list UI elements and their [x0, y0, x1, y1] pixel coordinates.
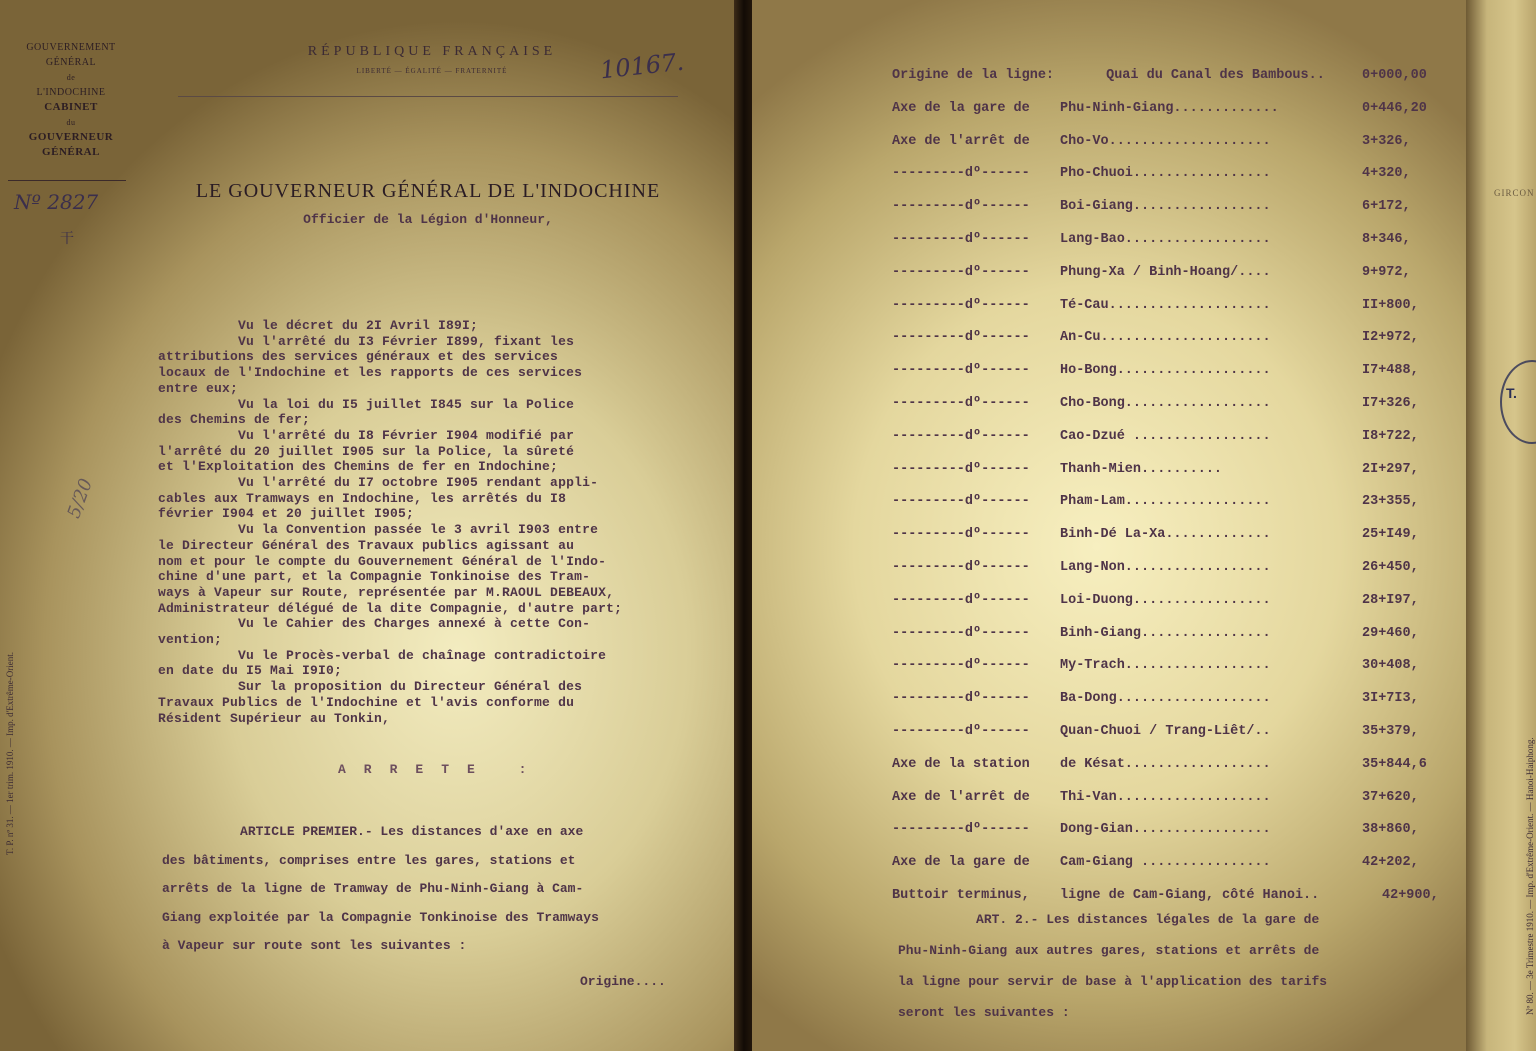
- station-name: Phung-Xa / Binh-Hoang/....: [1060, 264, 1271, 280]
- station-name: Cao-Dzué .................: [1060, 428, 1271, 444]
- station-name: An-Cu.....................: [1060, 330, 1271, 346]
- preamble-line: Vu la Convention passée le 3 avril I903 entre: [158, 522, 599, 538]
- station-name: Quai du Canal des Bambous..: [1098, 68, 1325, 83]
- distance-value: 35+844,6: [1362, 756, 1427, 772]
- row-label: ---------dº------: [892, 527, 1030, 543]
- letterhead-rule: [8, 180, 126, 181]
- distance-value: 42+900,: [1382, 887, 1439, 903]
- row-label: Axe de l'arrêt de: [892, 789, 1030, 805]
- article-line: Giang exploitée par la Compagnie Tonkinoise des Tramways: [162, 909, 599, 925]
- distance-value: 42+202,: [1362, 855, 1419, 871]
- row-label: ---------dº------: [892, 231, 1030, 247]
- distance-value: 37+620,: [1362, 789, 1419, 805]
- article-2-line: seront les suivantes :: [898, 1005, 1070, 1020]
- row-label: ---------dº------: [892, 428, 1030, 444]
- preamble-line: en date du I5 Mai I9I0;: [158, 663, 343, 679]
- left-page: [0, 0, 738, 1051]
- preamble-line: cables aux Tramways en Indochine, les arrêtés du I8: [158, 490, 567, 506]
- preamble: [158, 318, 622, 726]
- preamble-line: locaux de l'Indochine et les rapports de ces services: [158, 365, 583, 381]
- preamble-line: attributions des services généraux et des services: [158, 349, 559, 365]
- row-label: ---------dº------: [892, 559, 1030, 575]
- distance-value: I8+722,: [1362, 428, 1419, 444]
- letterhead: [0, 40, 142, 160]
- preamble-line: Sur la proposition du Directeur Général des: [158, 679, 583, 695]
- station-name: Cho-Vo....................: [1060, 133, 1271, 149]
- row-label: ---------dº------: [892, 658, 1030, 674]
- station-name: Binh-Giang................: [1060, 625, 1271, 641]
- document-title: LE GOUVERNEUR GÉNÉRAL DE L'INDOCHINE: [195, 180, 661, 202]
- article-line: à Vapeur sur route sont les suivantes :: [162, 938, 467, 953]
- preamble-line: et l'Exploitation des Chemins de fer en Indochine;: [158, 459, 559, 475]
- document-subtitle: Officier de la Légion d'Honneur,: [303, 212, 553, 227]
- row-label: Buttoir terminus,: [892, 887, 1030, 903]
- preamble-line: février I904 et 20 juillet I905;: [158, 506, 415, 522]
- preamble-line: ways à Vapeur sur Route, représentée par M.RAOUL DEBEAUX,: [158, 584, 615, 600]
- station-name: Lang-Bao..................: [1060, 231, 1271, 247]
- row-label: ---------dº------: [892, 625, 1030, 641]
- station-name: My-Trach..................: [1060, 658, 1271, 674]
- distance-value: II+800,: [1362, 297, 1419, 313]
- distance-value: I7+488,: [1362, 363, 1419, 379]
- station-name: Ho-Bong...................: [1060, 363, 1271, 379]
- station-name: ligne de Cam-Giang, côté Hanoi..: [1060, 887, 1320, 903]
- letterhead-line: de: [66, 73, 76, 82]
- printer-footer: T. P. nº 31. — 1er trim. 1910. — Imp. d'Extrême-Orient.: [5, 652, 15, 855]
- distance-value: 8+346,: [1362, 231, 1411, 247]
- distance-value: 4+320,: [1362, 166, 1411, 182]
- margin-note: 5/20: [63, 475, 97, 522]
- next-sheet-text: GIRCON: [1494, 188, 1535, 198]
- article-2-line: Phu-Ninh-Giang aux autres gares, stations et arrêts de: [898, 943, 1320, 958]
- article-premier: [162, 818, 599, 961]
- article-line: ARTICLE PREMIER.- Les distances d'axe en axe: [162, 824, 584, 839]
- row-label: ---------dº------: [892, 363, 1030, 379]
- document-number: 10167.: [598, 47, 686, 85]
- letterhead-line: du: [66, 118, 76, 127]
- station-name: Loi-Duong.................: [1060, 592, 1271, 608]
- folio-number: Nº 2827: [14, 190, 99, 214]
- distance-value: 38+860,: [1362, 822, 1419, 838]
- station-name: Phu-Ninh-Giang.............: [1060, 100, 1279, 116]
- preamble-line: Travaux Publics de l'Indochine et l'avis conforme du: [158, 694, 575, 710]
- distance-value: 3I+7I3,: [1362, 691, 1419, 707]
- preamble-line: Vu le Procès-verbal de chaînage contradictoire: [158, 647, 607, 663]
- row-label: ---------dº------: [892, 297, 1030, 313]
- row-label: ---------dº------: [892, 395, 1030, 411]
- distance-value: 23+355,: [1362, 494, 1419, 510]
- row-label: ---------dº------: [892, 822, 1030, 838]
- preamble-line: Vu le Cahier des Charges annexé à cette Con-: [158, 616, 591, 632]
- row-label: ---------dº------: [892, 199, 1030, 215]
- row-label: ---------dº------: [892, 691, 1030, 707]
- devise: LIBERTÉ — ÉGALITÉ — FRATERNITÉ: [356, 67, 508, 75]
- article-line: arrêts de la ligne de Tramway de Phu-Ninh-Giang à Cam-: [162, 881, 584, 896]
- station-name: Cho-Bong..................: [1060, 395, 1271, 411]
- row-label: Axe de la gare de: [892, 100, 1030, 116]
- letterhead-line: GOUVERNEUR GÉNÉRAL: [28, 131, 114, 158]
- header-rule: [178, 96, 678, 97]
- preamble-line: vention;: [158, 632, 223, 648]
- preamble-line: le Directeur Général des Travaux publics agissant au: [158, 537, 575, 553]
- folio-mark: 干: [60, 231, 74, 247]
- printer-footer-right: Nº 80. — 3e Trimestre 1910. — Imp. d'Extrême-Orient. — Hanoi-Haiphong.: [1525, 737, 1535, 1015]
- station-name: Pho-Chuoi.................: [1060, 166, 1271, 182]
- preamble-line: l'arrêté du 20 juillet I905 sur la Police, la sûreté: [158, 443, 575, 459]
- preamble-line: entre eux;: [158, 380, 239, 396]
- letterhead-line: CABINET: [44, 101, 98, 113]
- distance-value: 30+408,: [1362, 658, 1419, 674]
- row-label: ---------dº------: [892, 264, 1030, 280]
- letterhead-line: L'INDOCHINE: [36, 87, 106, 98]
- preamble-line: Vu l'arrêté du I3 Février I899, fixant les: [158, 333, 575, 349]
- row-label: Origine de la ligne:: [892, 68, 1055, 83]
- row-label: ---------dº------: [892, 166, 1030, 182]
- preamble-line: Administrateur délégué de la dite Compagnie, d'autre part;: [158, 600, 623, 616]
- arrete-heading: ARRETE :: [338, 762, 545, 777]
- station-name: Dong-Gian.................: [1060, 822, 1271, 838]
- distance-value: 3+326,: [1362, 133, 1411, 149]
- station-name: Té-Cau....................: [1060, 297, 1271, 313]
- station-name: Lang-Non..................: [1060, 559, 1271, 575]
- preamble-line: Vu la loi du I5 juillet I845 sur la Police: [158, 396, 575, 412]
- distance-value: 26+450,: [1362, 559, 1419, 575]
- distance-value: I2+972,: [1362, 330, 1419, 346]
- distance-value: 9+972,: [1362, 264, 1411, 280]
- row-label: ---------dº------: [892, 592, 1030, 608]
- preamble-line: des Chemins de fer;: [158, 412, 311, 428]
- row-label: Axe de l'arrêt de: [892, 133, 1030, 149]
- distance-value: I7+326,: [1362, 395, 1419, 411]
- row-label: ---------dº------: [892, 723, 1030, 739]
- preamble-line: Vu l'arrêté du I8 Février I904 modifié par: [158, 427, 575, 443]
- station-name: Binh-Dé La-Xa.............: [1060, 527, 1271, 543]
- preamble-line: Vu le décret du 2I Avril I89I;: [158, 318, 479, 333]
- distance-value: 29+460,: [1362, 625, 1419, 641]
- preamble-line: nom et pour le compte du Gouvernement Général de l'Indo-: [158, 553, 607, 569]
- row-label: ---------dº------: [892, 461, 1030, 477]
- station-name: de Késat..................: [1060, 756, 1271, 772]
- article-2-line: la ligne pour servir de base à l'application des tarifs: [898, 974, 1328, 989]
- preamble-line: chine d'une part, et la Compagnie Tonkinoise des Tram-: [158, 569, 591, 585]
- article-line: des bâtiments, comprises entre les gares, stations et: [162, 852, 576, 868]
- row-label: Axe de la gare de: [892, 855, 1030, 871]
- continuation-word: Origine....: [580, 974, 666, 989]
- republique-heading: RÉPUBLIQUE FRANÇAISE: [307, 44, 557, 59]
- distance-value: 6+172,: [1362, 199, 1411, 215]
- distance-value: 0+000,00: [1362, 68, 1427, 83]
- station-name: Thanh-Mien..........: [1060, 461, 1271, 477]
- distance-value: 0+446,20: [1362, 100, 1427, 116]
- station-name: Thi-Van...................: [1060, 789, 1271, 805]
- distance-value: 28+I97,: [1362, 592, 1419, 608]
- article-2-line: ART. 2.- Les distances légales de la gare de: [898, 912, 1320, 927]
- station-name: Quan-Chuoi / Trang-Liêt/..: [1060, 723, 1271, 739]
- preamble-line: Vu l'arrêté du I7 octobre I905 rendant appli-: [158, 475, 599, 491]
- article-2: [898, 904, 1327, 1028]
- station-name: Boi-Giang.................: [1060, 199, 1271, 215]
- station-name: Pham-Lam..................: [1060, 494, 1271, 510]
- letterhead-line: GOUVERNEMENT GÉNÉRAL: [26, 42, 116, 68]
- row-label: ---------dº------: [892, 494, 1030, 510]
- station-name: Cam-Giang ................: [1060, 855, 1271, 871]
- row-label: ---------dº------: [892, 330, 1030, 346]
- station-name: Ba-Dong...................: [1060, 691, 1271, 707]
- distance-value: 2I+297,: [1362, 461, 1419, 477]
- preamble-line: Résident Supérieur au Tonkin,: [158, 710, 391, 726]
- distance-value: 25+I49,: [1362, 527, 1419, 543]
- row-label: Axe de la station: [892, 756, 1030, 772]
- stamp-text: T.: [1506, 385, 1517, 401]
- distance-value: 35+379,: [1362, 723, 1419, 739]
